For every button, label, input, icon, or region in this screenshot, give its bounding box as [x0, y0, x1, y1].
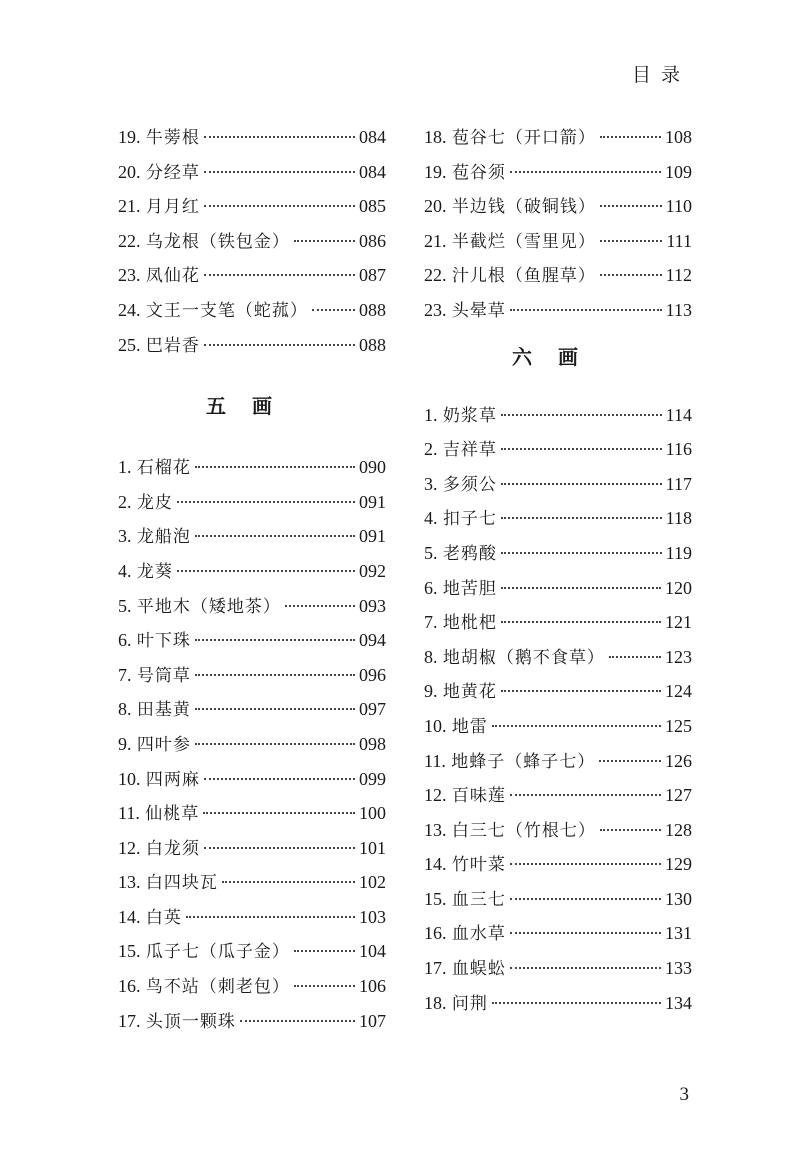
dot-leader	[195, 743, 355, 745]
dot-leader	[510, 932, 661, 934]
toc-list-right-bottom	[424, 398, 692, 1021]
toc-entry-title: 老鸦酸	[442, 543, 497, 564]
toc-entry[interactable]	[118, 762, 386, 797]
toc-entry[interactable]	[424, 847, 692, 882]
toc-entry[interactable]	[424, 744, 692, 779]
toc-entry-page: 121	[665, 612, 692, 633]
toc-entry[interactable]	[118, 189, 386, 224]
toc-right-column	[424, 120, 692, 1020]
toc-entry-page: 087	[359, 265, 386, 286]
toc-entry-title: 血蜈蚣	[451, 959, 506, 980]
dot-leader	[510, 967, 661, 969]
toc-entry-title: 地苦胆	[442, 578, 497, 599]
toc-entry[interactable]	[118, 589, 386, 624]
dot-leader	[600, 274, 662, 276]
toc-entry-page: 099	[359, 768, 386, 789]
toc-entry[interactable]	[118, 865, 386, 900]
toc-entry-number: 13.	[118, 872, 141, 893]
toc-entry-title: 白英	[145, 907, 182, 928]
toc-entry-page: 120	[665, 577, 692, 598]
toc-entry[interactable]	[424, 224, 692, 259]
toc-entry-title: 问荆	[451, 993, 488, 1014]
dot-leader	[501, 690, 661, 692]
toc-entry-number: 4.	[424, 508, 438, 529]
dot-leader	[501, 621, 661, 623]
toc-entry-page: 091	[359, 491, 386, 512]
dot-leader	[492, 1002, 661, 1004]
dot-leader	[195, 466, 355, 468]
toc-entry-number: 1.	[424, 404, 438, 425]
toc-entry-title: 田基黄	[136, 700, 191, 721]
toc-entry[interactable]	[424, 120, 692, 155]
toc-entry[interactable]	[118, 293, 386, 328]
toc-entry[interactable]	[424, 189, 692, 224]
dot-leader	[285, 605, 355, 607]
dot-leader	[222, 881, 355, 883]
toc-entry-page: 116	[665, 439, 692, 460]
toc-entry-title: 地蜂子（蜂子七）	[451, 751, 596, 772]
toc-entry-title: 头晕草	[451, 300, 506, 321]
toc-entry[interactable]	[118, 485, 386, 520]
toc-entry-number: 20.	[118, 161, 141, 182]
toc-entry-title: 乌龙根（铁包金）	[145, 231, 290, 252]
toc-entry[interactable]	[424, 155, 692, 190]
toc-entry-page: 084	[359, 161, 386, 182]
toc-entry-number: 9.	[118, 733, 132, 754]
toc-entry-page: 134	[665, 992, 692, 1013]
toc-entry-number: 21.	[424, 230, 447, 251]
toc-entry-number: 13.	[424, 819, 447, 840]
dot-leader	[599, 760, 661, 762]
toc-entry[interactable]	[118, 934, 386, 969]
dot-leader	[609, 656, 661, 658]
toc-entry-page: 093	[359, 595, 386, 616]
toc-entry-number: 22.	[424, 265, 447, 286]
toc-entry-title: 仙桃草	[145, 804, 200, 825]
toc-entry-page: 113	[665, 299, 692, 320]
toc-entry-page: 131	[665, 923, 692, 944]
toc-entry-title: 月月红	[145, 197, 200, 218]
toc-entry-page: 109	[665, 161, 692, 182]
dot-leader	[294, 950, 355, 952]
toc-entry-page: 096	[359, 664, 386, 685]
toc-entry-title: 地枇杷	[442, 613, 497, 634]
toc-entry-page: 127	[665, 785, 692, 806]
toc-entry-title: 奶浆草	[442, 405, 497, 426]
toc-entry-title: 四叶参	[136, 734, 191, 755]
toc-entry[interactable]	[424, 986, 692, 1021]
dot-leader	[510, 898, 661, 900]
toc-entry-number: 9.	[424, 681, 438, 702]
section-heading-six-strokes: 六画	[512, 344, 604, 369]
dot-leader	[501, 483, 662, 485]
toc-entry[interactable]	[424, 432, 692, 467]
toc-entry-number: 17.	[424, 958, 447, 979]
dot-leader	[492, 725, 661, 727]
toc-entry-title: 龙船泡	[136, 527, 191, 548]
toc-entry-number: 6.	[118, 630, 132, 651]
toc-entry-title: 石榴花	[136, 458, 191, 479]
toc-entry-title: 半边钱（破铜钱）	[451, 197, 596, 218]
section-heading-five-strokes: 五画	[206, 394, 298, 419]
toc-entry[interactable]	[118, 155, 386, 190]
toc-entry[interactable]	[118, 796, 386, 831]
toc-entry-title: 瓜子七（瓜子金）	[145, 942, 290, 963]
toc-entry-title: 地黄花	[442, 682, 497, 703]
toc-entry-title: 文王一支笔（蛇菰）	[145, 300, 308, 321]
toc-entry-title: 血水草	[451, 924, 506, 945]
toc-entry[interactable]	[424, 813, 692, 848]
toc-entry[interactable]	[424, 674, 692, 709]
toc-entry-title: 巴岩香	[145, 335, 200, 356]
dot-leader	[177, 570, 355, 572]
toc-entry-title: 平地木（矮地茶）	[136, 596, 281, 617]
toc-entry-title: 四两麻	[145, 769, 200, 790]
toc-entry[interactable]	[118, 519, 386, 554]
toc-entry-page: 129	[665, 854, 692, 875]
toc-entry-page: 112	[665, 265, 692, 286]
dot-leader	[204, 344, 355, 346]
dot-leader	[510, 863, 661, 865]
toc-entry-number: 18.	[424, 127, 447, 147]
dot-leader	[501, 587, 661, 589]
dot-leader	[600, 136, 661, 138]
dot-leader	[600, 240, 662, 242]
dot-leader	[204, 274, 355, 276]
toc-entry[interactable]	[118, 328, 386, 363]
toc-entry-page: 100	[359, 803, 386, 824]
dot-leader	[501, 517, 662, 519]
toc-entry[interactable]	[118, 258, 386, 293]
toc-entry-page: 092	[359, 560, 386, 581]
toc-entry-number: 23.	[118, 265, 141, 286]
toc-entry[interactable]	[424, 709, 692, 744]
toc-entry-number: 11.	[118, 803, 140, 824]
toc-entry-page: 107	[359, 1010, 386, 1031]
toc-entry[interactable]	[118, 727, 386, 762]
toc-entry-title: 叶下珠	[136, 631, 191, 652]
toc-entry-page: 118	[665, 508, 692, 529]
toc-entry-page: 119	[665, 542, 692, 563]
toc-entry-number: 14.	[118, 906, 141, 927]
toc-entry-page: 106	[359, 976, 386, 997]
toc-entry-title: 白龙须	[145, 838, 200, 859]
toc-entry-number: 15.	[118, 941, 141, 962]
toc-entry-title: 扣子七	[442, 509, 497, 530]
toc-entry-page: 133	[665, 958, 692, 979]
toc-entry[interactable]	[424, 778, 692, 813]
toc-entry-title: 龙葵	[136, 561, 173, 582]
dot-leader	[204, 847, 355, 849]
toc-entry-title: 牛蒡根	[145, 128, 200, 148]
dot-leader	[510, 171, 661, 173]
dot-leader	[195, 639, 355, 641]
toc-entry-number: 12.	[118, 837, 141, 858]
toc-entry-title: 汁儿根（鱼腥草）	[451, 266, 596, 287]
toc-list-left-top	[118, 120, 386, 362]
toc-entry[interactable]	[118, 900, 386, 935]
toc-entry[interactable]	[118, 120, 386, 155]
toc-entry-number: 3.	[424, 473, 438, 494]
dot-leader	[204, 136, 355, 138]
dot-leader	[204, 171, 355, 173]
toc-entry-number: 8.	[118, 699, 132, 720]
toc-entry-page: 094	[359, 630, 386, 651]
toc-entry[interactable]	[424, 571, 692, 606]
toc-entry-page: 111	[666, 230, 692, 251]
dot-leader	[501, 552, 662, 554]
toc-entry-title: 吉祥草	[442, 440, 497, 461]
toc-entry-page: 103	[359, 906, 386, 927]
toc-entry-title: 多须公	[442, 474, 497, 495]
toc-entry-page: 101	[359, 837, 386, 858]
toc-entry-page: 114	[665, 404, 692, 425]
toc-entry-page: 117	[665, 473, 692, 494]
toc-entry-page: 097	[359, 699, 386, 720]
toc-entry-title: 百味莲	[451, 786, 506, 807]
toc-entry-number: 11.	[424, 750, 446, 771]
toc-entry-page: 110	[665, 196, 692, 217]
toc-entry-page: 102	[359, 872, 386, 893]
dot-leader	[204, 778, 355, 780]
toc-entry-number: 10.	[424, 715, 447, 736]
toc-entry-page: 088	[359, 334, 386, 355]
dot-leader	[600, 205, 662, 207]
toc-entry-title: 竹叶菜	[451, 855, 506, 876]
toc-entry-title: 白三七（竹根七）	[451, 820, 596, 841]
toc-entry[interactable]	[424, 640, 692, 675]
toc-entry[interactable]	[424, 951, 692, 986]
toc-entry-title: 白四块瓦	[145, 873, 218, 894]
toc-entry-number: 19.	[118, 127, 141, 147]
toc-entry[interactable]	[424, 501, 692, 536]
toc-entry-number: 20.	[424, 196, 447, 217]
toc-entry-page: 123	[665, 646, 692, 667]
toc-entry-page: 124	[665, 681, 692, 702]
toc-entry[interactable]	[118, 692, 386, 727]
toc-entry-title: 地雷	[451, 716, 488, 737]
toc-entry[interactable]	[424, 882, 692, 917]
toc-entry-page: 125	[665, 715, 692, 736]
dot-leader	[195, 674, 355, 676]
toc-entry-number: 16.	[118, 976, 141, 997]
dot-leader	[510, 309, 662, 311]
dot-leader	[177, 501, 355, 503]
toc-entry-page: 085	[359, 196, 386, 217]
toc-entry[interactable]	[118, 450, 386, 485]
dot-leader	[186, 916, 355, 918]
toc-entry[interactable]	[424, 293, 692, 328]
dot-leader	[294, 985, 355, 987]
toc-entry-page: 098	[359, 733, 386, 754]
toc-entry-page: 088	[359, 299, 386, 320]
toc-entry-number: 3.	[118, 526, 132, 547]
toc-entry-number: 7.	[424, 612, 438, 633]
toc-entry[interactable]	[424, 916, 692, 951]
toc-entry[interactable]	[424, 467, 692, 502]
toc-entry[interactable]	[424, 258, 692, 293]
toc-entry[interactable]	[118, 658, 386, 693]
toc-entry-number: 2.	[118, 491, 132, 512]
toc-entry-title: 分经草	[145, 162, 200, 183]
toc-entry-title: 苞谷七（开口箭）	[451, 128, 596, 148]
toc-entry-number: 24.	[118, 299, 141, 320]
toc-entry[interactable]	[118, 969, 386, 1004]
page-number: 3	[679, 1084, 689, 1105]
toc-entry[interactable]	[424, 605, 692, 640]
toc-entry-number: 18.	[424, 992, 447, 1013]
toc-entry-number: 5.	[424, 542, 438, 563]
toc-entry-number: 1.	[118, 457, 132, 478]
toc-entry[interactable]	[424, 536, 692, 571]
toc-entry-page: 128	[665, 819, 692, 840]
toc-entry-title: 血三七	[451, 889, 506, 910]
dot-leader	[312, 309, 355, 311]
dot-leader	[501, 448, 662, 450]
toc-entry-number: 23.	[424, 299, 447, 320]
toc-entry-number: 12.	[424, 785, 447, 806]
dot-leader	[510, 794, 661, 796]
toc-entry-title: 半截烂（雪里见）	[451, 231, 596, 252]
toc-entry-number: 5.	[118, 595, 132, 616]
toc-entry-title: 龙皮	[136, 492, 173, 513]
toc-entry-number: 14.	[424, 854, 447, 875]
toc-entry-title: 地胡椒（鹅不食草）	[442, 647, 605, 668]
toc-entry-title: 号筒草	[136, 665, 191, 686]
toc-entry-number: 8.	[424, 646, 438, 667]
running-header: 目录	[631, 64, 690, 86]
toc-left-column	[118, 120, 386, 1038]
toc-entry[interactable]	[118, 623, 386, 658]
toc-entry[interactable]	[118, 554, 386, 589]
toc-entry-title: 苞谷须	[451, 162, 506, 183]
toc-entry-page: 126	[665, 750, 692, 771]
toc-entry-number: 17.	[118, 1010, 141, 1031]
toc-entry-page: 104	[359, 941, 386, 962]
toc-entry-page: 090	[359, 457, 386, 478]
toc-entry-number: 19.	[424, 161, 447, 182]
toc-entry-number: 4.	[118, 560, 132, 581]
toc-entry[interactable]	[118, 831, 386, 866]
toc-entry-number: 21.	[118, 196, 141, 217]
dot-leader	[204, 205, 355, 207]
toc-entry-page: 084	[359, 127, 386, 147]
dot-leader	[195, 708, 355, 710]
toc-entry-number: 25.	[118, 334, 141, 355]
toc-list-left-bottom	[118, 450, 386, 1038]
toc-entry[interactable]	[118, 1004, 386, 1039]
dot-leader	[501, 414, 662, 416]
toc-entry-page: 130	[665, 888, 692, 909]
dot-leader	[203, 812, 355, 814]
toc-entry[interactable]	[424, 398, 692, 433]
toc-entry-number: 15.	[424, 888, 447, 909]
toc-entry-number: 16.	[424, 923, 447, 944]
toc-entry-number: 6.	[424, 577, 438, 598]
toc-entry-number: 7.	[118, 664, 132, 685]
dot-leader	[240, 1020, 355, 1022]
toc-entry-number: 10.	[118, 768, 141, 789]
toc-entry-page: 086	[359, 230, 386, 251]
toc-entry-title: 凤仙花	[145, 266, 200, 287]
toc-entry[interactable]	[118, 224, 386, 259]
toc-entry-page: 108	[665, 127, 692, 147]
toc-entry-number: 2.	[424, 439, 438, 460]
toc-entry-title: 头顶一颗珠	[145, 1011, 236, 1032]
toc-entry-number: 22.	[118, 230, 141, 251]
toc-list-right-top	[424, 120, 692, 328]
toc-entry-title: 鸟不站（刺老包）	[145, 977, 290, 998]
toc-entry-page: 091	[359, 526, 386, 547]
dot-leader	[195, 535, 355, 537]
dot-leader	[294, 240, 355, 242]
dot-leader	[600, 829, 661, 831]
